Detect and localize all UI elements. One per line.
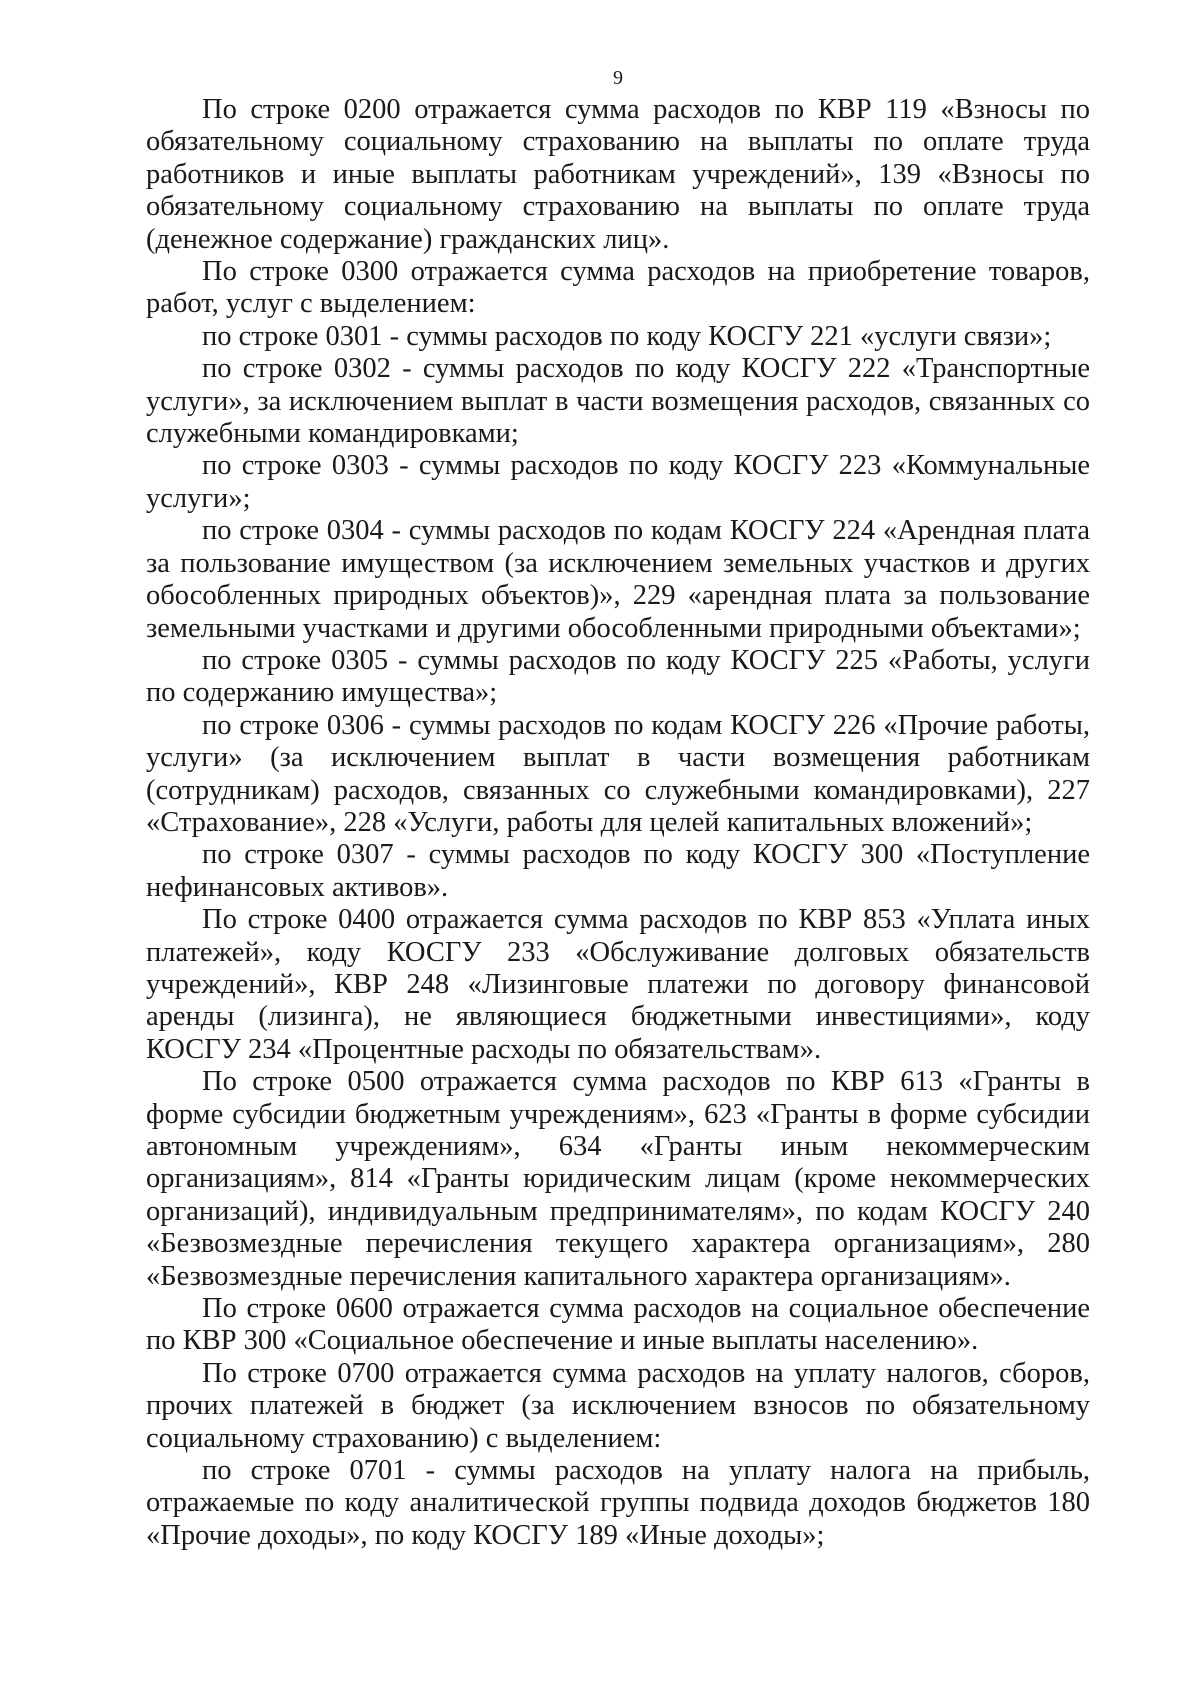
paragraph-line-0200: По строке 0200 отражается сумма расходов по КВР 119 «Взносы по обязательному социальному страхованию на выплаты по оплате труда работников и иные выплаты работникам учреждений», 139 «Взносы по обязательному социальному страхованию на выплаты по оплате труда (денежное содержание) гражданских лиц».	[146, 94, 1090, 255]
paragraph-line-0500: По строке 0500 отражается сумма расходов по КВР 613 «Гранты в форме субсидии бюджетным учреждениям», 623 «Гранты в форме субсидии автономным учреждениям», 634 «Гранты иным некоммерческим организациям», 814 «Гранты юридическим лицам (кроме некоммерческих организаций), индивидуальным предпринимателям», по кодам КОСГУ 240 «Безвозмездные перечисления текущего характера организациям», 280 «Безвозмездные перечисления капитального характера организациям».	[146, 1066, 1090, 1292]
paragraph-line-0700: По строке 0700 отражается сумма расходов на уплату налогов, сборов, прочих платежей в бюджет (за исключением взносов по обязательному социальному страхованию) с выделением:	[146, 1357, 1090, 1454]
paragraph-line-0302: по строке 0302 - суммы расходов по коду КОСГУ 222 «Транспортные услуги», за исключением выплат в части возмещения расходов, связанных со служебными командировками;	[146, 353, 1090, 450]
paragraph-line-0305: по строке 0305 - суммы расходов по коду КОСГУ 225 «Работы, услуги по содержанию имущества»;	[146, 644, 1090, 709]
paragraph-line-0303: по строке 0303 - суммы расходов по коду КОСГУ 223 «Коммунальные услуги»;	[146, 450, 1090, 514]
paragraph-line-0701: по строке 0701 - суммы расходов на уплату налога на прибыль, отражаемые по коду аналитической группы подвида доходов бюджетов 180 «Прочие доходы», по коду КОСГУ 189 «Иные доходы»;	[146, 1455, 1090, 1551]
paragraph-line-0400: По строке 0400 отражается сумма расходов по КВР 853 «Уплата иных платежей», коду КОСГУ 233 «Обслуживание долговых обязательств учреждений», КВР 248 «Лизинговые платежи по договору финансовой аренды (лизинга), не являющиеся бюджетными инвестициями», коду КОСГУ 234 «Процентные расходы по обязательствам».	[146, 904, 1090, 1065]
paragraph-line-0307: по строке 0307 - суммы расходов по коду КОСГУ 300 «Поступление нефинансовых активов».	[146, 839, 1090, 903]
paragraph-line-0304: по строке 0304 - суммы расходов по кодам КОСГУ 224 «Арендная плата за пользование имуществом (за исключением земельных участков и других обособленных природных объектов)», 229 «арендная плата за пользование земельными участками и другими обособленными природными объектами»;	[146, 515, 1090, 644]
document-body	[146, 94, 1090, 1552]
paragraph-line-0300: По строке 0300 отражается сумма расходов на приобретение товаров, работ, услуг с выделением:	[146, 256, 1090, 320]
page-number: 9	[613, 67, 623, 89]
paragraph-line-0306: по строке 0306 - суммы расходов по кодам КОСГУ 226 «Прочие работы, услуги» (за исключением выплат в части возмещения работникам (сотрудникам) расходов, связанных со служебными командировками), 227 «Страхование», 228 «Услуги, работы для целей капитальных вложений»;	[146, 709, 1090, 838]
paragraph-line-0600: По строке 0600 отражается сумма расходов на социальное обеспечение по КВР 300 «Социальное обеспечение и иные выплаты населению».	[146, 1293, 1090, 1357]
paragraph-line-0301: по строке 0301 - суммы расходов по коду КОСГУ 221 «услуги связи»;	[202, 320, 1052, 352]
